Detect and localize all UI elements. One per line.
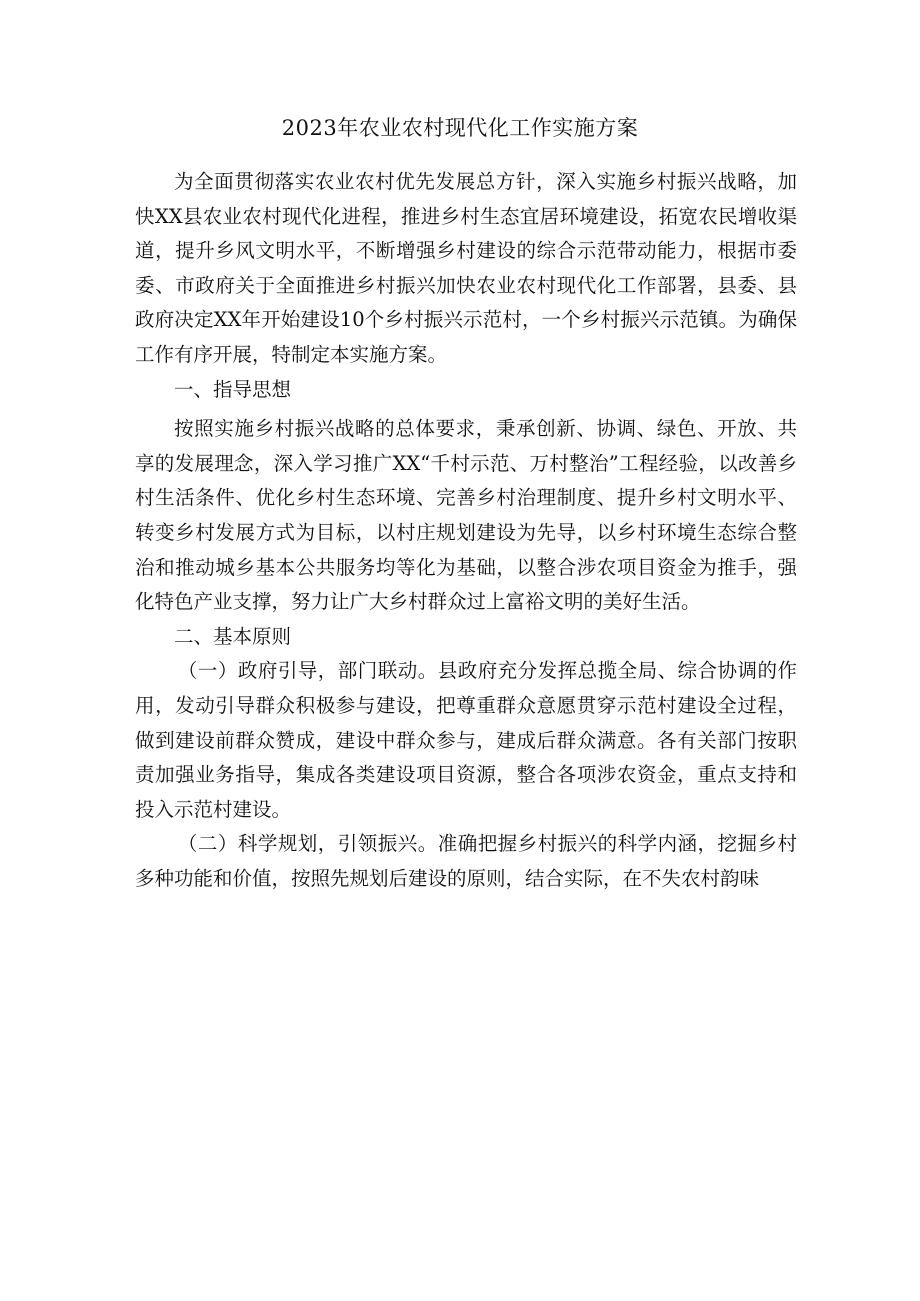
document-body — [135, 165, 797, 896]
section-heading-guiding-ideology: 一、指导思想 — [174, 377, 292, 401]
document-title: 2023年农业农村现代化工作实施方案 — [281, 116, 639, 140]
principle-paragraph-1: （一）政府引导，部门联动。县政府充分发挥总揽全局、综合协调的作用，发动引导群众积极参与建设，把尊重群众意愿贯穿示范村建设全过程，做到建设前群众赞成，建设中群众参与，建成后群众满意。各有关部门按职责加强业务指导，集成各类建设项目资源，整合各项涉农资金，重点支持和投入示范村建设。 — [135, 659, 797, 821]
section-heading-basic-principles: 二、基本原则 — [174, 624, 292, 648]
guiding-ideology-paragraph: 按照实施乡村振兴战略的总体要求，秉承创新、协调、绿色、开放、共享的发展理念，深入学习推广XX“千村示范、万村整治”工程经验，以改善乡村生活条件、优化乡村生态环境、完善乡村治理制度、提升乡村文明水平、转变乡村发展方式为目标，以村庄规划建设为先导，以乡村环境生态综合整治和推动城乡基本公共服务均等化为基础，以整合涉农项目资金为推手，强化特色产业支撑，努力让广大乡村群众过上富裕文明的美好生活。 — [135, 417, 797, 614]
principle-paragraph-2: （二）科学规划，引领振兴。准确把握乡村振兴的科学内涵，挖掘乡村多种功能和价值，按照先规划后建设的原则，结合实际，在不失农村韵味 — [135, 832, 797, 890]
intro-paragraph: 为全面贯彻落实农业农村优先发展总方针，深入实施乡村振兴战略，加快XX县农业农村现代化进程，推进乡村生态宜居环境建设，拓宽农民增收渠道，提升乡风文明水平，不断增强乡村建设的综合示范带动能力，根据市委委、市政府关于全面推进乡村振兴加快农业农村现代化工作部署，县委、县政府决定XX年开始建设10个乡村振兴示范村，一个乡村振兴示范镇。为确保工作有序开展，特制定本实施方案。 — [135, 170, 797, 366]
